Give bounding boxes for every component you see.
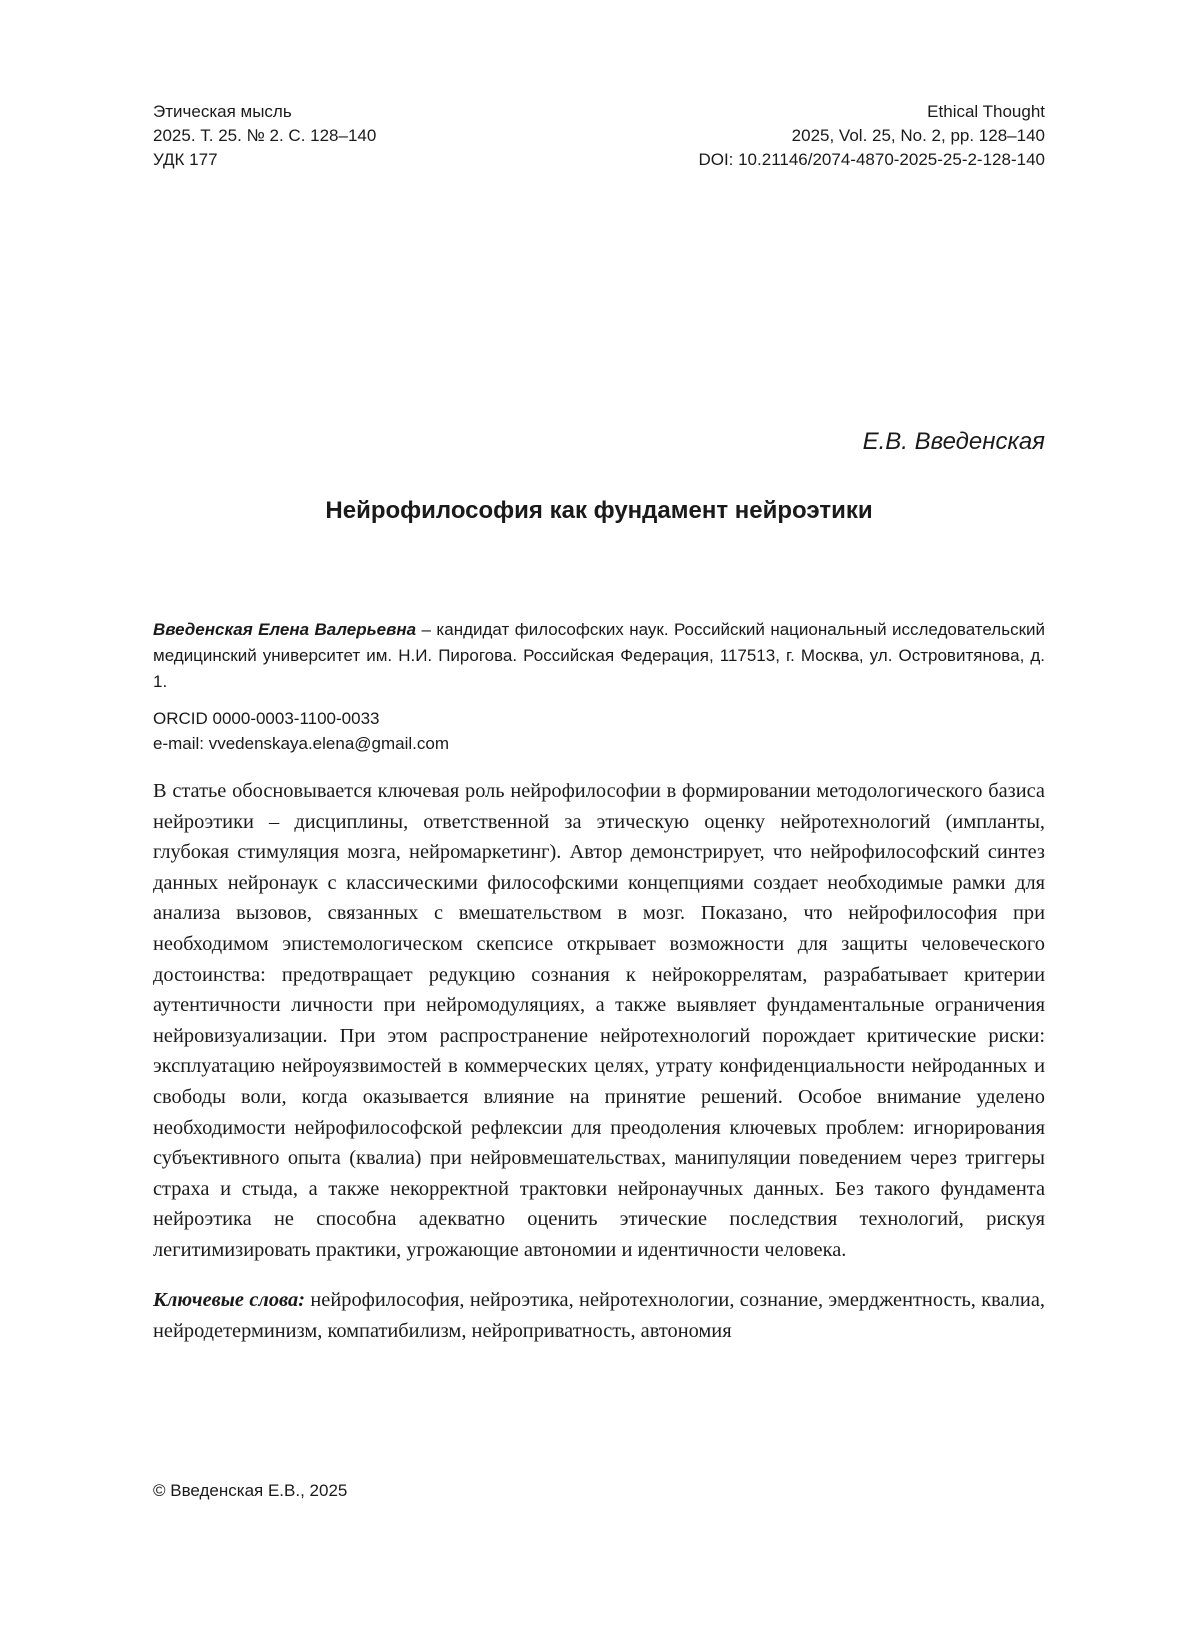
orcid: ORCID 0000-0003-1100-0033	[153, 709, 380, 728]
affiliation-details: – кандидат философских наук. Российский национальный исследовательский медицинский университет им. Н.И. Пирогова. Российская Федерация, 117513, г. Москва, ул. Островитянова, д. 1.	[153, 620, 1045, 691]
udc-code: УДК 177	[153, 150, 218, 169]
journal-name-en: Ethical Thought	[927, 102, 1045, 121]
header-right-english	[698, 100, 1045, 172]
article-title: Нейрофилософия как фундамент нейроэтики	[325, 497, 873, 524]
issue-info-ru: 2025. Т. 25. № 2. С. 128–140	[153, 126, 377, 145]
email: e-mail: vvedenskaya.elena@gmail.com	[153, 734, 449, 753]
keywords-label: Ключевые слова:	[153, 1289, 306, 1311]
header-left-russian	[153, 100, 376, 172]
author-contacts	[153, 706, 1045, 756]
copyright: © Введенская Е.В., 2025	[153, 1481, 348, 1500]
article-page	[153, 0, 1045, 1646]
issue-info-en: 2025, Vol. 25, No. 2, pp. 128–140	[791, 126, 1045, 145]
author-short-name: Е.В. Введенская	[862, 428, 1045, 455]
doi: DOI: 10.21146/2074-4870-2025-25-2-128-140	[698, 150, 1045, 169]
author-full-name: Введенская Елена Валерьевна	[153, 620, 417, 639]
author-affiliation	[153, 617, 1045, 695]
abstract: В статье обосновывается ключевая роль нейрофилософии в формировании методологического базиса нейроэтики – дисциплины, ответственной за этическую оценку нейротехнологий (импланты, глубокая стимуляция мозга, нейромаркетинг). Автор демонстрирует, что нейрофилософский синтез данных нейронаук с классическими философскими концепциями создает необходимые рамки для анализа вызовов, связанных с вмешательством в мозг. Показано, что нейрофилософия при необходимом эпистемологическом скепсисе открывает возможности для защиты человеческого достоинства: предотвращает редукцию сознания к нейрокоррелятам, разрабатывает критерии аутентичности личности при нейромодуляциях, а также выявляет фундаментальные ограничения нейровизуализации. При этом распространение нейротехнологий порождает критические риски: эксплуатацию нейроуязвимостей в коммерческих целях, утрату конфиденциальности нейроданных и свободы воли, когда оказывается влияние на принятие решений. Особое внимание уделено необходимости нейрофилософской рефлексии для преодоления ключевых проблем: игнорирования субъективного опыта (квалиа) при нейровмешательствах, манипуляции поведением через триггеры страха и стыда, а также некорректной трактовки нейронаучных данных. Без такого фундамента нейроэтика не способна адекватно оценить этические последствия технологий, рискуя легитимизировать практики, угрожающие автономии и идентичности человека.	[153, 780, 1045, 1261]
keywords-list: нейрофилософия, нейроэтика, нейротехнологии, сознание, эмерджентность, квалиа, нейродетерминизм, компатибилизм, нейроприватность, автономия	[153, 1289, 1045, 1342]
journal-name-ru: Этическая мысль	[153, 102, 292, 121]
keywords	[153, 1285, 1045, 1346]
